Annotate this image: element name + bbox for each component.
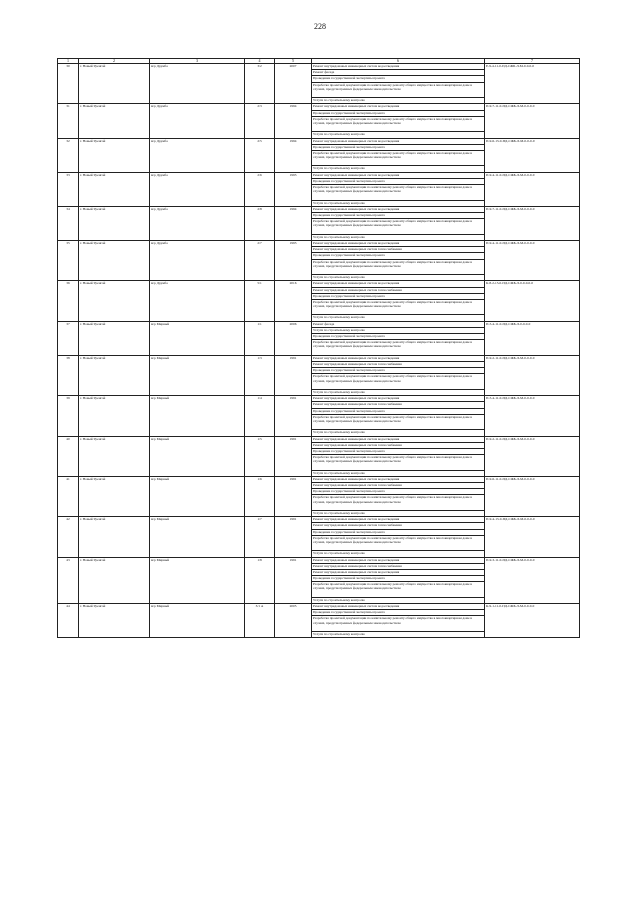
work-type-cell: Услуги по строительному контролю	[312, 200, 485, 206]
house-cell: 1/4	[245, 396, 275, 436]
house-cell: 1/1	[245, 321, 275, 355]
work-type-cell: Услуги по строительному контролю	[312, 632, 485, 638]
work-type-cell: Услуги по строительному контролю	[312, 275, 485, 281]
year-cell: 1991	[275, 557, 312, 604]
row-number: 35	[58, 240, 79, 280]
work-type-cell: Ремонт внутридомовых инженерных систем теплоснабжения	[312, 523, 485, 529]
row-number: 31	[58, 104, 79, 138]
row-number: 32	[58, 138, 79, 172]
year-cell: 2005	[275, 604, 312, 638]
work-type-cell: Услуги по строительному контролю	[312, 234, 485, 240]
row-number: 39	[58, 396, 79, 436]
house-code-cell: П-9-2-11-0-ПД-СЖБ-Л-М-0-0-0-0	[485, 436, 580, 476]
work-type-cell: Ремонт внутридомовых инженерных систем водоотведения	[312, 138, 485, 144]
row-number: 33	[58, 172, 79, 206]
work-type-cell: Разработка проектной документации по капитальному ремонту общего имущества в многоквартирном доме в случаях, предусмотренных федеральным законодательством	[312, 82, 485, 98]
row-number: 43	[58, 557, 79, 604]
work-type-cell: Ремонт фасада	[312, 70, 485, 76]
repair-schedule-table	[57, 58, 580, 638]
work-type-cell: Проведение государственной экспертизы проекта	[312, 610, 485, 616]
work-type-cell: Проведение государственной экспертизы проекта	[312, 368, 485, 374]
year-cell: 2007	[275, 64, 312, 104]
work-type-cell: Услуги по строительному контролю	[312, 327, 485, 333]
row-number: 36	[58, 281, 79, 321]
house-cell: 2/6	[245, 172, 275, 206]
work-type-cell: Ремонт внутридомовых инженерных систем водоотведения	[312, 569, 485, 575]
work-type-cell: Ремонт внутридомовых инженерных систем водоотведения	[312, 64, 485, 70]
city-cell: г. Новый Уренгой	[79, 281, 150, 321]
col-header: 4	[245, 59, 275, 64]
city-cell: г. Новый Уренгой	[79, 557, 150, 604]
work-type-cell: Ремонт внутридомовых инженерных систем теплоснабжения	[312, 442, 485, 448]
work-type-cell: Разработка проектной документации по капитальному ремонту общего имущества в многоквартирном доме в случаях, предусмотренных федеральным законодательством	[312, 185, 485, 201]
work-type-cell: Проведение государственной экспертизы проекта	[312, 293, 485, 299]
year-cell: 1991	[275, 355, 312, 395]
work-type-cell: Проведение государственной экспертизы проекта	[312, 576, 485, 582]
house-code-cell: П-9-4-13-0-ПД-СЖБ-Л-М-0-0-0-0	[485, 517, 580, 557]
work-type-cell: Разработка проектной документации по капитальному ремонту общего имущества в многоквартирном доме в случаях, предусмотренных федеральным законодательством	[312, 495, 485, 511]
city-cell: г. Новый Уренгой	[79, 138, 150, 172]
work-type-cell: Ремонт внутридомовых инженерных систем водоотведения	[312, 517, 485, 523]
city-cell: г. Новый Уренгой	[79, 476, 150, 516]
year-cell: 1991	[275, 476, 312, 516]
house-cell: 3/2	[245, 64, 275, 104]
work-type-cell: Ремонт внутридомовых инженерных систем теплоснабжения	[312, 287, 485, 293]
house-cell: 2/3	[245, 104, 275, 138]
work-type-cell: Ремонт внутридомовых инженерных систем водоотведения	[312, 476, 485, 482]
work-type-cell: Проведение государственной экспертизы проекта	[312, 144, 485, 150]
page-number: 228	[314, 22, 326, 31]
work-type-cell: Ремонт внутридомовых инженерных систем водоотведения	[312, 355, 485, 361]
work-type-cell: Ремонт внутридомовых инженерных систем теплоснабжения	[312, 362, 485, 368]
work-type-cell: Проведение государственной экспертизы проекта	[312, 334, 485, 340]
house-code-cell: Е-9-4-11-0-ПД-СЖБ-Л-М-0-0-0-0	[485, 64, 580, 104]
house-cell: 3/1 А	[245, 604, 275, 638]
year-cell: 1994	[275, 104, 312, 138]
street-cell: м/р Дружба	[150, 138, 245, 172]
year-cell: 2016	[275, 281, 312, 321]
work-type-cell: Ремонт внутридомовых инженерных систем водоотведения	[312, 436, 485, 442]
city-cell: г. Новый Уренгой	[79, 517, 150, 557]
work-type-cell: Ремонт внутридомовых инженерных систем водоотведения	[312, 281, 485, 287]
work-type-cell: Проведение государственной экспертизы проекта	[312, 489, 485, 495]
house-code-cell: П-9-6-11-0-ПД-СЖБ-Л-М-0-0-0-0	[485, 476, 580, 516]
house-cell: 1/8	[245, 557, 275, 604]
work-type-cell: Ремонт внутридомовых инженерных систем водоотведения	[312, 604, 485, 610]
street-cell: м/р Дружба	[150, 104, 245, 138]
row-number: 38	[58, 355, 79, 395]
house-cell: 2/5	[245, 138, 275, 172]
work-type-cell: Услуги по строительному контролю	[312, 551, 485, 557]
city-cell: г. Новый Уренгой	[79, 104, 150, 138]
year-cell: 1994	[275, 206, 312, 240]
city-cell: г. Новый Уренгой	[79, 321, 150, 355]
work-type-cell: Услуги по строительному контролю	[312, 511, 485, 517]
work-type-cell: Разработка проектной документации по капитальному ремонту общего имущества в многоквартирном доме в случаях, предусмотренных федеральным законодательством	[312, 455, 485, 471]
city-cell: г. Новый Уренгой	[79, 64, 150, 104]
row-number: 34	[58, 206, 79, 240]
house-code-cell: П-9-4-11-0-ПД-СЖБ-Л-М-0-0-0-0	[485, 240, 580, 280]
work-type-cell: Ремонт внутридомовых инженерных систем водоотведения	[312, 206, 485, 212]
house-code-cell: П-5-4-11-0-ПД-СЖБ-Л-0-0-0-0	[485, 321, 580, 355]
col-header: 2	[79, 59, 150, 64]
street-cell: м/р Дружба	[150, 172, 245, 206]
work-type-cell: Ремонт фасада	[312, 321, 485, 327]
work-type-cell: Разработка проектной документации по капитальному ремонту общего имущества в многоквартирном доме в случаях, предусмотренных федеральным законодательством	[312, 219, 485, 235]
col-header: 5	[275, 59, 312, 64]
row-number: 42	[58, 517, 79, 557]
work-type-cell: Проведение государственной экспертизы проекта	[312, 408, 485, 414]
work-type-cell: Услуги по строительному контролю	[312, 132, 485, 138]
work-type-cell: Ремонт внутридомовых инженерных систем водоотведения	[312, 396, 485, 402]
street-cell: м/р Дружба	[150, 206, 245, 240]
work-type-cell: Проведение государственной экспертизы проекта	[312, 110, 485, 116]
house-cell: 1/7	[245, 517, 275, 557]
work-type-cell: Проведение государственной экспертизы проекта	[312, 178, 485, 184]
work-type-cell: Разработка проектной документации по капитальному ремонту общего имущества в многоквартирном доме в случаях, предусмотренных федеральным законодательством	[312, 259, 485, 275]
work-type-cell: Разработка проектной документации по капитальному ремонту общего имущества в многоквартирном доме в случаях, предусмотренных федеральным законодательством	[312, 150, 485, 166]
col-header: 3	[150, 59, 245, 64]
house-code-cell: П-9-7-11-0-ПД-СЖБ-Л-М-0-0-0-0	[485, 104, 580, 138]
row-number: 44	[58, 604, 79, 638]
work-type-cell: Услуги по строительному контролю	[312, 315, 485, 321]
city-cell: г. Новый Уренгой	[79, 172, 150, 206]
year-cell: 1993	[275, 240, 312, 280]
year-cell: 2006	[275, 321, 312, 355]
street-cell: м/р Мирный	[150, 321, 245, 355]
work-type-cell: Ремонт внутридомовых инженерных систем водоотведения	[312, 104, 485, 110]
work-type-cell: Разработка проектной документации по капитальному ремонту общего имущества в многоквартирном доме в случаях, предусмотренных федеральным законодательством	[312, 299, 485, 315]
row-number: 41	[58, 476, 79, 516]
work-type-cell: Проведение государственной экспертизы проекта	[312, 76, 485, 82]
street-cell: м/р Мирный	[150, 557, 245, 604]
house-code-cell: П-9-3-11-0-ПД-СЖБ-Л-М-0-0-0-0	[485, 557, 580, 604]
city-cell: г. Новый Уренгой	[79, 436, 150, 476]
row-number: 40	[58, 436, 79, 476]
house-cell: 1/6	[245, 476, 275, 516]
house-cell: 5/1	[245, 281, 275, 321]
work-type-cell: Разработка проектной документации по капитальному ремонту общего имущества в многоквартирном доме в случаях, предусмотренных федеральным законодательством	[312, 340, 485, 356]
city-cell: г. Новый Уренгой	[79, 240, 150, 280]
work-type-cell: Разработка проектной документации по капитальному ремонту общего имущества в многоквартирном доме в случаях, предусмотренных федеральным законодательством	[312, 616, 485, 632]
work-type-cell: Ремонт внутридомовых инженерных систем теплоснабжения	[312, 402, 485, 408]
house-cell: 2/8	[245, 206, 275, 240]
street-cell: м/р Мирный	[150, 604, 245, 638]
street-cell: м/р Дружба	[150, 281, 245, 321]
house-code-cell: П-9-4-11-0-ПД-СЖБ-Л-М-0-0-0-0	[485, 172, 580, 206]
house-code-cell: П-5-4-11-0-ПД-СЖБ-Л-М-0-0-0-0	[485, 396, 580, 436]
row-number: 37	[58, 321, 79, 355]
street-cell: м/р Дружба	[150, 240, 245, 280]
col-header: 6	[312, 59, 485, 64]
work-type-cell: Ремонт внутридомовых инженерных систем водоотведения	[312, 240, 485, 246]
work-type-cell: Услуги по строительному контролю	[312, 597, 485, 603]
city-cell: г. Новый Уренгой	[79, 206, 150, 240]
work-type-cell: Услуги по строительному контролю	[312, 430, 485, 436]
house-code-cell: П-9-6-13-0-ПД-СЖБ-Л-М-0-0-0-0	[485, 138, 580, 172]
work-type-cell: Услуги по строительному контролю	[312, 98, 485, 104]
work-type-cell: Ремонт внутридомовых инженерных систем теплоснабжения	[312, 563, 485, 569]
work-type-cell: Разработка проектной документации по капитальному ремонту общего имущества в многоквартирном доме в случаях, предусмотренных федеральным законодательством	[312, 582, 485, 598]
street-cell: м/р Мирный	[150, 355, 245, 395]
house-code-cell: К-8-2-13-0-ПД-СЖБ-Л-0-0-0-0-0	[485, 281, 580, 321]
street-cell: м/р Мирный	[150, 396, 245, 436]
work-type-cell: Разработка проектной документации по капитальному ремонту общего имущества в многоквартирном доме в случаях, предусмотренных федеральным законодательством	[312, 374, 485, 390]
street-cell: м/р Дружба	[150, 64, 245, 104]
work-type-cell: Проведение государственной экспертизы проекта	[312, 253, 485, 259]
house-cell: 1/5	[245, 436, 275, 476]
work-type-cell: Проведение государственной экспертизы проекта	[312, 213, 485, 219]
house-code-cell: К-9-1-11-0-ПД-СЖБ-Л-М-0-0-0-0	[485, 604, 580, 638]
house-cell: 2/7	[245, 240, 275, 280]
work-type-cell: Ремонт внутридомовых инженерных систем теплоснабжения	[312, 247, 485, 253]
house-code-cell: П-9-2-11-0-ПД-СЖБ-Л-М-0-0-0-0	[485, 355, 580, 395]
work-type-cell: Услуги по строительному контролю	[312, 166, 485, 172]
work-type-cell: Разработка проектной документации по капитальному ремонту общего имущества в многоквартирном доме в случаях, предусмотренных федеральным законодательством	[312, 535, 485, 551]
year-cell: 1991	[275, 436, 312, 476]
work-type-cell: Проведение государственной экспертизы проекта	[312, 529, 485, 535]
work-type-cell: Ремонт внутридомовых инженерных систем водоотведения	[312, 557, 485, 563]
city-cell: г. Новый Уренгой	[79, 396, 150, 436]
street-cell: м/р Мирный	[150, 436, 245, 476]
city-cell: г. Новый Уренгой	[79, 355, 150, 395]
col-header: 1	[58, 59, 79, 64]
house-code-cell: П-9-7-11-0-ПД-СЖБ-Л-М-0-0-0-0	[485, 206, 580, 240]
work-type-cell: Услуги по строительному контролю	[312, 389, 485, 395]
street-cell: м/р Мирный	[150, 517, 245, 557]
work-type-cell: Ремонт внутридомовых инженерных систем теплоснабжения	[312, 483, 485, 489]
work-type-cell: Услуги по строительному контролю	[312, 470, 485, 476]
work-type-cell: Разработка проектной документации по капитальному ремонту общего имущества в многоквартирном доме в случаях, предусмотренных федеральным законодательством	[312, 414, 485, 430]
year-cell: 1991	[275, 396, 312, 436]
year-cell: 1994	[275, 138, 312, 172]
work-type-cell: Проведение государственной экспертизы проекта	[312, 448, 485, 454]
col-header: 7	[485, 59, 580, 64]
work-type-cell: Ремонт внутридомовых инженерных систем водоотведения	[312, 172, 485, 178]
work-type-cell: Разработка проектной документации по капитальному ремонту общего имущества в многоквартирном доме в случаях, предусмотренных федеральным законодательством	[312, 116, 485, 132]
house-cell: 1/3	[245, 355, 275, 395]
city-cell: г. Новый Уренгой	[79, 604, 150, 638]
year-cell: 1991	[275, 517, 312, 557]
street-cell: м/р Мирный	[150, 476, 245, 516]
row-number: 30	[58, 64, 79, 104]
year-cell: 1993	[275, 172, 312, 206]
